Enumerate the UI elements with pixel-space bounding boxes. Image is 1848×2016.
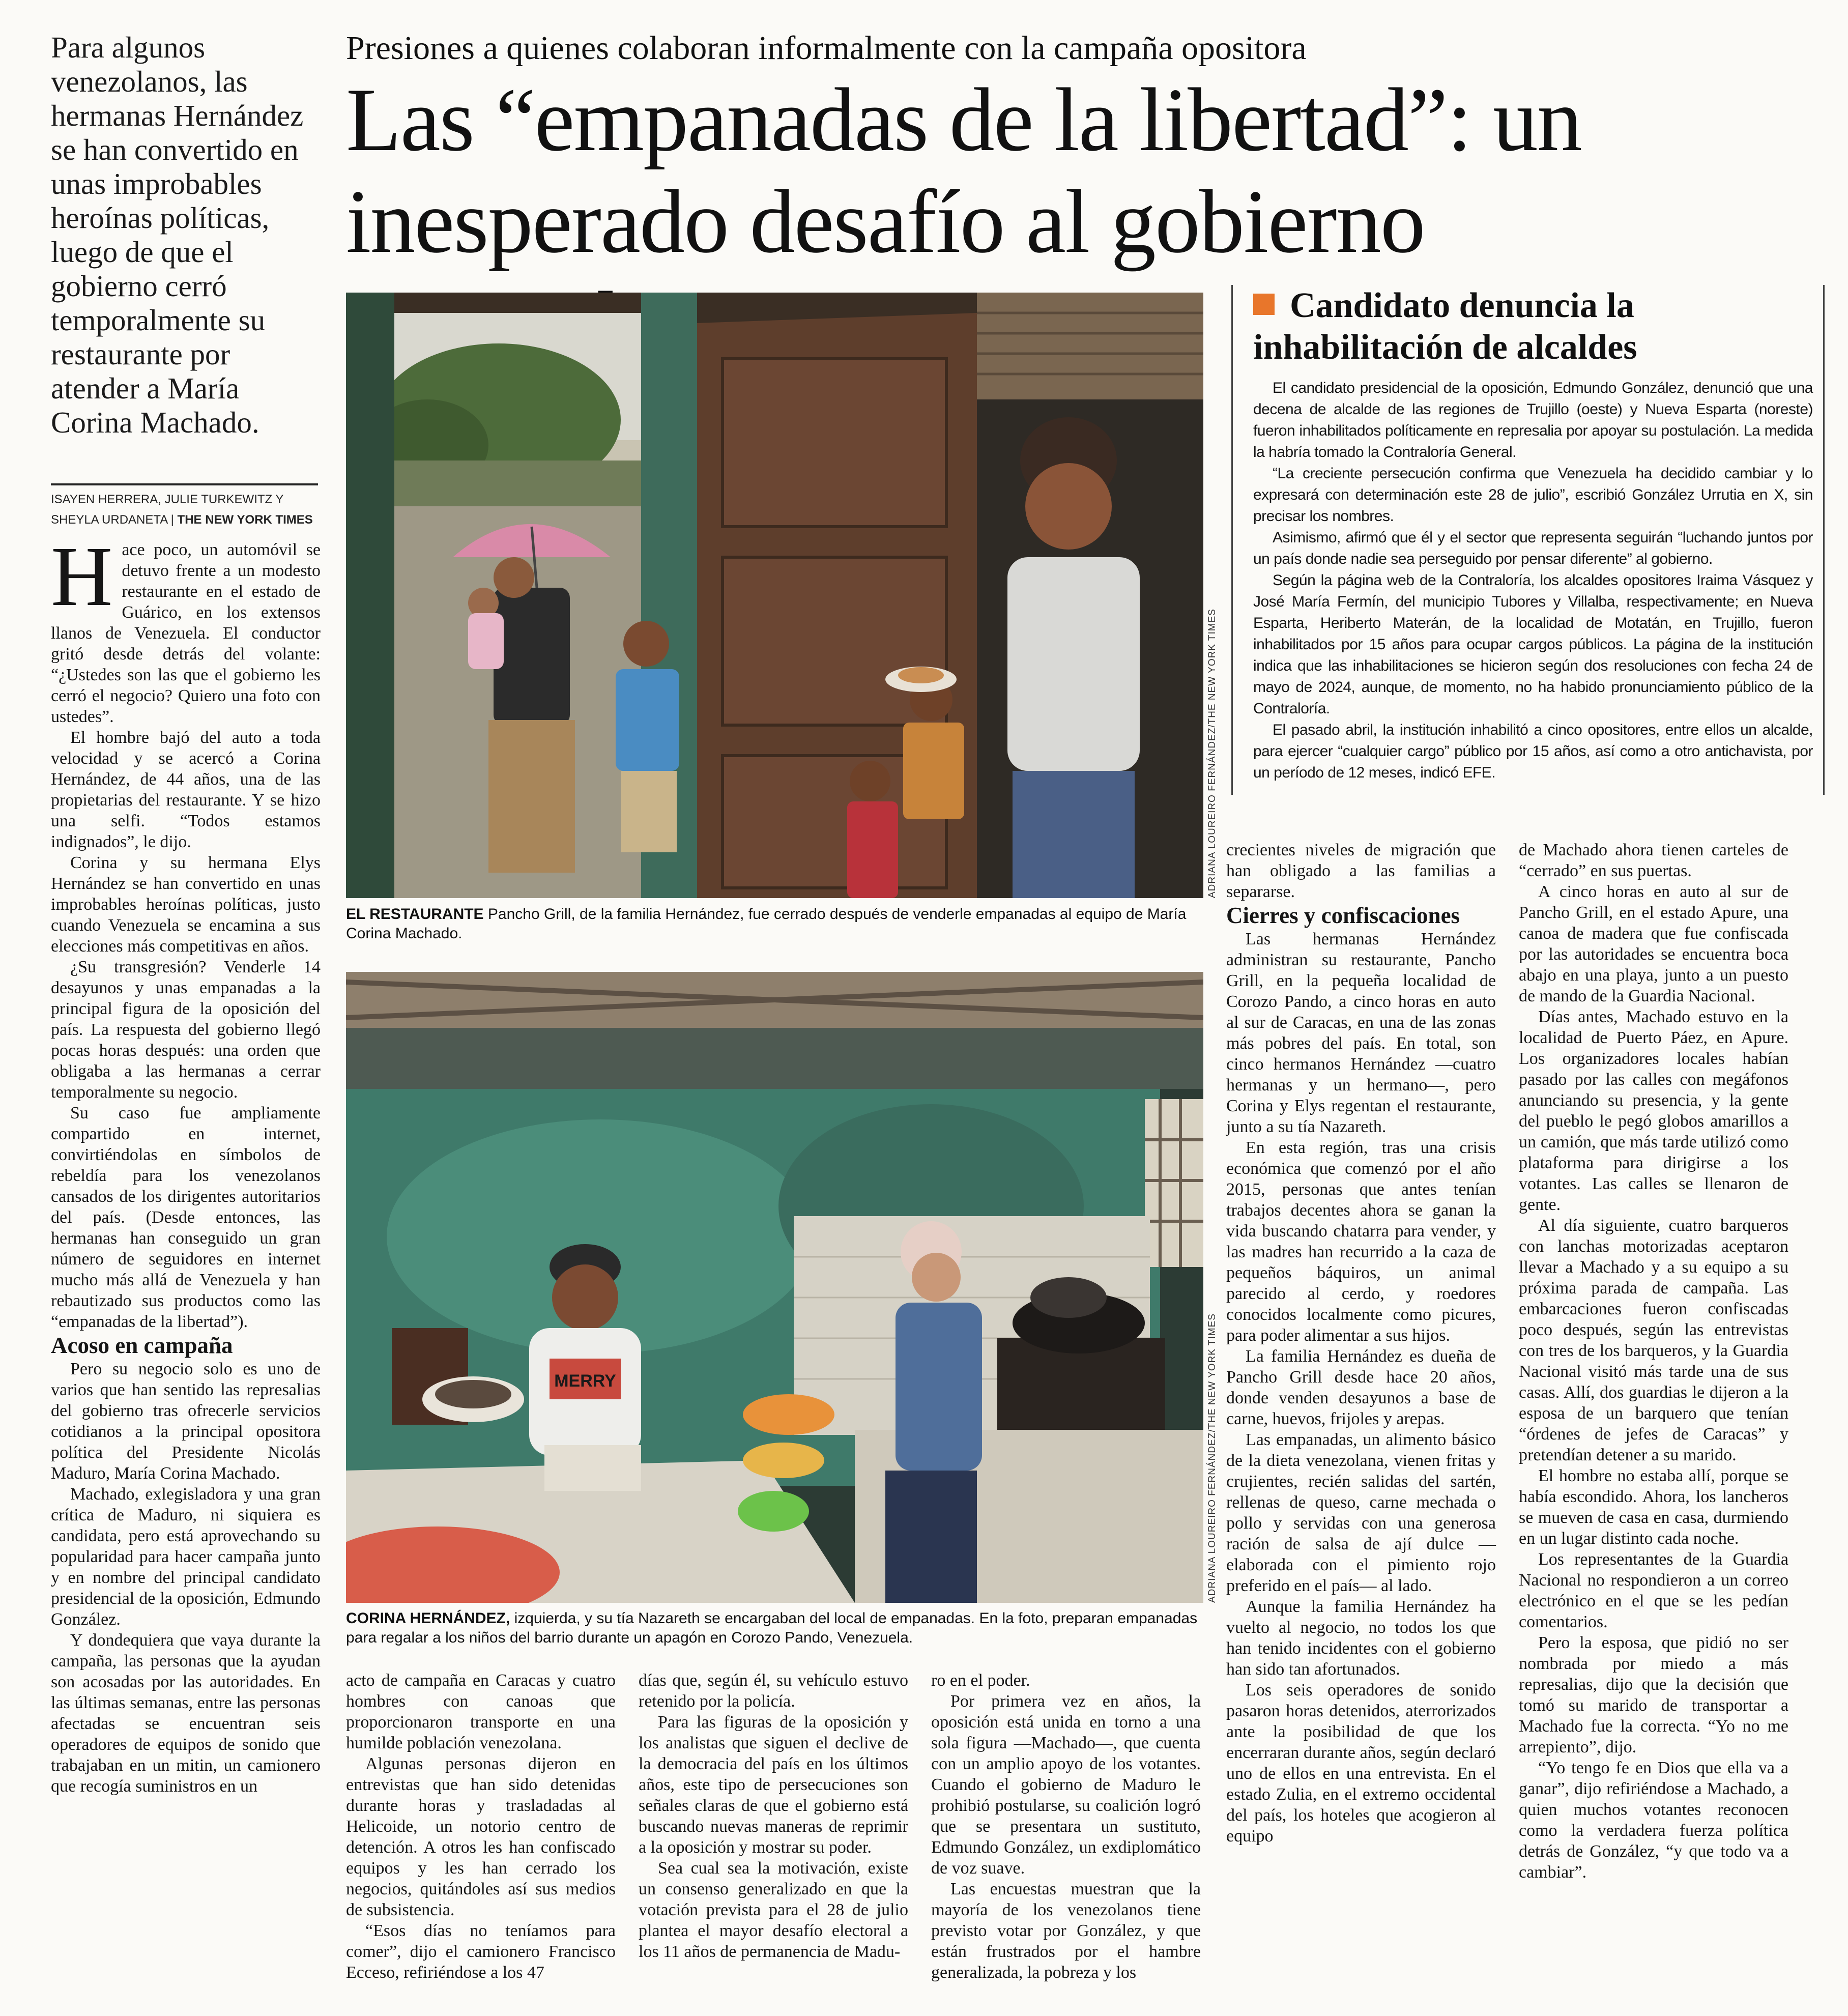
byline-authors: ISAYEN HERRERA, JULIE TURKEWITZ Y SHEYLA URDANETA [51, 493, 283, 527]
article-column-3 [639, 1670, 908, 1962]
paragraph: Algunas personas dijeron en entrevistas que han sido detenidas durante horas y trasladadas al Helicoide, un notorio centro de detención. A otros les han confiscado equipos y les han cerrado los negocios, quitándoles así sus medios de subsistencia. [346, 1754, 616, 1919]
paragraph: La familia Hernández es dueña de Pancho Grill desde hace 20 años, donde venden desayunos a base de carne, huevos, frijoles y arepas. [1226, 1347, 1496, 1428]
paragraph: Asimismo, afirmó que él y el sector que representa seguirán “luchando juntos por un país donde nadie sea perseguido por pensar diferente” al gobierno. [1253, 529, 1813, 567]
paragraph: Los seis operadores de sonido pasaron horas detenidos, aterrorizados ante la posibilidad de que los encerraran durante años, según declaró uno de ellos en una entrevista. En el estado Zulia, en el extremo occidental del país, los hoteles que acogieron al equipo [1226, 1681, 1496, 1846]
sidebar-body [1253, 378, 1813, 784]
paragraph: Pero la esposa, que pidió no ser nombrada por miedo a más represalias, dijo que la decisión que tomó su marido de transportar a Machado fue la correcta. “Yo no me arrepiento”, dijo. [1519, 1633, 1788, 1756]
article-column-4 [931, 1670, 1201, 1983]
paragraph: “Yo tengo fe en Dios que ella va a ganar”, dijo refiriéndose a Machado, a quien muchos votantes reconocen como la verdadera fuerza política detrás de González, “y que todo va a cambiar”. [1519, 1759, 1788, 1882]
paragraph: Corina y su hermana Elys Hernández se han convertido en unas improbables heroínas políticas, justo cuando Venezuela se encamina a sus elecciones más competitivas en años. [51, 853, 321, 956]
paragraph: ro en el poder. [931, 1671, 1030, 1690]
paragraph: “La creciente persecución confirma que Venezuela ha decidido cambiar y lo expresará con determinación este 28 de julio”, escribió González Urrutia en X, sin precisar los nombres. [1253, 465, 1813, 525]
paragraph: Y dondequiera que vaya durante la campaña, las personas que la ayudan son acosadas por las autoridades. En las últimas semanas, entre las personas afectadas se encuentran seis operadores de equipos de sonido que trabajaban en un mitin, un camionero que recogía suministros en un [51, 1631, 321, 1796]
section-subhead: Acoso en campaña [51, 1333, 233, 1358]
paragraph: Hace poco, un automóvil se detuvo frente a un modesto restaurante en el estado de Guárico, en los extensos llanos de Venezuela. El conductor gritó desde detrás del volante: “¿Ustedes son las que el gobierno les cerró el negocio? Quiero una foto con ustedes”. [51, 529, 321, 726]
paragraph: El candidato presidencial de la oposición, Edmundo González, denunció que una decena de alcalde de las regiones de Trujillo (oeste) y Nueva Esparta (noreste) fueron inhabilitados políticamente en represalia por apoyar su postulación. La medida la habría tomado la Contraloría General. [1253, 380, 1813, 460]
paragraph: Según la página web de la Contraloría, los alcaldes opositores Iraima Vásquez y José María Fermín, del municipio Tubores y Villalba, respectivamente; en Nueva Esparta, Heriberto Materán, de la localidad de Motatán, en Trujillo, fueron inhabilitados por 15 años para ocupar cargos públicos. La página de la institución indica que las inhabilitaciones se hicieron según dos resoluciones con fecha 24 de mayo de 2024, aunque, de momento, no ha habido pronunciamiento público de la Contraloría. [1253, 572, 1813, 717]
paragraph: El hombre no estaba allí, porque se había escondido. Ahora, los lancheros se mueven de casa en casa, durmiendo en un lugar distinto cada noche. [1519, 1466, 1788, 1548]
caption-label: EL RESTAURANTE [346, 906, 484, 923]
paragraph: Al día siguiente, cuatro barqueros con lanchas motorizadas aceptaron llevar a Machado y a su equipo a su próxima parada de campaña. Las embarcaciones fueron confiscadas poco después, según las entrevistas con tres de los barqueros, y la Guardia Nacional visitó más tarde una de sus casas. Allí, dos guardias le dijeron a la esposa de un barquero que tenían “órdenes de jefes de Caracas” y pretendían detener a su marido. [1519, 1216, 1788, 1464]
paragraph: En esta región, tras una crisis económica que comenzó por el año 2015, personas que antes tenían trabajos decentes ahora se ganan la vida buscando chatarra para vender, y las madres han recurrido a la caza de pequeños báquiros, un animal parecido al cerdo, y roedores conocidos localmente como picures, para poder alimentar a sus hijos. [1226, 1138, 1496, 1345]
photo-restaurant [346, 293, 1203, 898]
article-column-5 [1226, 840, 1496, 1847]
paragraph: Las empanadas, un alimento básico de la dieta venezolana, vienen fritas y crujientes, recién salidas del sartén, rellenas de queso, carne mechada o pollo y servidas con una generosa ración de salsa de ají dulce —elaborada con el pimiento rojo preferido en el país— al lado. [1226, 1430, 1496, 1595]
section-subhead: Cierres y confiscaciones [1226, 903, 1460, 928]
paragraph: Días antes, Machado estuvo en la localidad de Puerto Páez, en Apure. Los organizadores locales habían pasado por las calles con megáfonos anunciando su presencia, y la gente del pueblo le pegó globos amarillos a un camión, que más tarde utilizó como plataforma para dirigirse a los votantes. Las calles se llenaron de gente. [1519, 1007, 1788, 1214]
photo-kitchen [346, 972, 1203, 1603]
photo-restaurant-image [346, 293, 1203, 898]
byline: ISAYEN HERRERA, JULIE TURKEWITZ Y SHEYLA URDANETA | THE NEW YORK TIMES [51, 483, 318, 530]
photo-kitchen-image [346, 972, 1203, 1603]
apron-text: MERRY [554, 1371, 616, 1391]
paragraph: Aunque la familia Hernández ha vuelto al negocio, no todos los que han tenido incidentes con el gobierno han sido tan afortunados. [1226, 1597, 1496, 1679]
caption-text: izquierda, y su tía Nazareth se encargaban del local de empanadas. En la foto, preparan empanadas para regalar a los niños del barrio durante un apagón en Corozo Pando, Venezuela. [346, 1610, 1198, 1646]
paragraph: Sea cual sea la motivación, existe un consenso generalizado en que la votación prevista para el 28 de julio plantea el mayor desafío electoral a los 11 años de permanencia de Madu- [639, 1859, 908, 1961]
paragraph: Machado, exlegisladora y una gran crítica de Maduro, ni siquiera es candidata, pero está aprovechando su popularidad para hacer campaña junto y en nombre del principal candidato presidencial de la oposición, Edmundo González. [51, 1485, 321, 1629]
drop-cap: H [51, 529, 113, 624]
photo-credit: ADRIANA LOUREIRO FERNÁNDEZ/THE NEW YORK TIMES [1207, 1313, 1218, 1603]
paragraph: Su caso fue ampliamente compartido en internet, convirtiéndolas en símbolos de rebeldía para los venezolanos cansados de los dirigentes autoritarios del país. (Desde entonces, las hermanas han conseguido un gran número de seguidores en internet mucho más allá de Venezuela y han rebautizado sus productos como las “empanadas de la libertad”). [51, 1104, 321, 1331]
paragraph: acto de campaña en Caracas y cuatro hombres con canoas que proporcionaron transporte en una humilde población venezolana. [346, 1671, 616, 1752]
paragraph: “Esos días no teníamos para comer”, dijo el camionero Francisco Ecceso, refiriéndose a los 47 [346, 1921, 616, 1982]
article-summary: Para algunos venezolanos, las hermanas Hernández se han convertido en unas improbables heroínas políticas, luego de que el gobierno cerró temporalmente su restaurante por atender a María Corina Machado. [51, 31, 304, 439]
paragraph: Para las figuras de la oposición y los analistas que siguen el declive de la democracia del país en los últimos años, este tipo de persecuciones son señales claras de que el gobierno está buscando nuevas maneras de reprimir a la oposición y mostrar su poder. [639, 1713, 908, 1857]
photo-caption [346, 1609, 1203, 1648]
article-column-6 [1519, 840, 1788, 1883]
kicker: Presiones a quienes colaboran informalmente con la campaña opositora [346, 30, 1307, 67]
paragraph: ¿Su transgresión? Venderle 14 desayunos y unas empanadas a la principal figura de la oposición del país. La respuesta del gobierno llegó pocas horas después: una orden que obligaba a las hermanas a cerrar temporalmente su negocio. [51, 958, 321, 1102]
caption-text: Pancho Grill, de la familia Hernández, fue cerrado después de venderle empanadas al equipo de María Corina Machado. [346, 906, 1187, 942]
paragraph: de Machado ahora tienen carteles de “cerrado” en sus puertas. [1519, 841, 1788, 880]
paragraph: Pero su negocio solo es uno de varios que han sentido las represalias del gobierno tras ofrecerle servicios cotidianos a la principal opositora política del Presidente Nicolás Maduro, María Corina Machado. [51, 1360, 321, 1483]
article-column-2 [346, 1670, 616, 1983]
paragraph: A cinco horas en auto al sur de Pancho Grill, en el estado Apure, una canoa de madera que fue confiscada por las autoridades se encuentra boca abajo en una playa, junto a un puesto de mando de la Guardia Nacional. [1519, 882, 1788, 1005]
paragraph: Por primera vez en años, la oposición está unida en torno a una sola figura —Machado—, que cuenta con un amplio apoyo de los votantes. Cuando el gobierno de Maduro le prohibió postularse, su coalición logró que se presentara un sustituto, Edmundo González, un exdiplomático de voz suave. [931, 1692, 1201, 1878]
paragraph: El pasado abril, la institución inhabilitó a cinco opositores, entre ellos un alcalde, para ejercer “cualquier cargo” público por 15 años, así como a otro antichavista, por un período de 12 meses, indicó EFE. [1253, 722, 1813, 781]
paragraph: Las hermanas Hernández administran su restaurante, Pancho Grill, en la pequeña localidad de Corozo Pando, a cinco horas en auto al sur de Caracas, en una de las zonas más pobres del país. En total, son cinco hermanos Hernández —cuatro hermanas y un hermano—, pero Corina y Elys regentan el restaurante, junto a su tía Nazareth. [1226, 930, 1496, 1136]
photo-caption [346, 905, 1203, 943]
photo-credit: ADRIANA LOUREIRO FERNÁNDEZ/THE NEW YORK TIMES [1207, 609, 1218, 898]
paragraph: Las encuestas muestran que la mayoría de los venezolanos tiene previsto votar por González, y que están frustrados por el hambre generalizada, la pobreza y los [931, 1880, 1201, 1982]
byline-outlet: THE NEW YORK TIMES [177, 513, 313, 527]
paragraph: días que, según él, su vehículo estuvo retenido por la policía. [639, 1671, 908, 1711]
paragraph: crecientes niveles de migración que han obligado a las familias a separarse. [1226, 841, 1496, 901]
paragraph: El hombre bajó del auto a toda velocidad y se acercó a Corina Hernández, de 44 años, una de las propietarias del restaurante. Y se hizo una selfi. “Todos estamos indignados”, le dijo. [51, 728, 321, 851]
accent-square-icon [1253, 294, 1275, 315]
paragraph: Los representantes de la Guardia Nacional no respondieron a un correo electrónico en el que se les pedían comentarios. [1519, 1550, 1788, 1631]
sidebar-box [1231, 285, 1825, 795]
caption-label: CORINA HERNÁNDEZ, [346, 1610, 510, 1627]
article-column-1 [51, 529, 321, 1797]
sidebar-title: Candidato denuncia la inhabilitación de alcaldes [1253, 286, 1637, 367]
headline: Las “empanadas de la libertad”: un inesperado desafío al gobierno [346, 69, 1581, 272]
